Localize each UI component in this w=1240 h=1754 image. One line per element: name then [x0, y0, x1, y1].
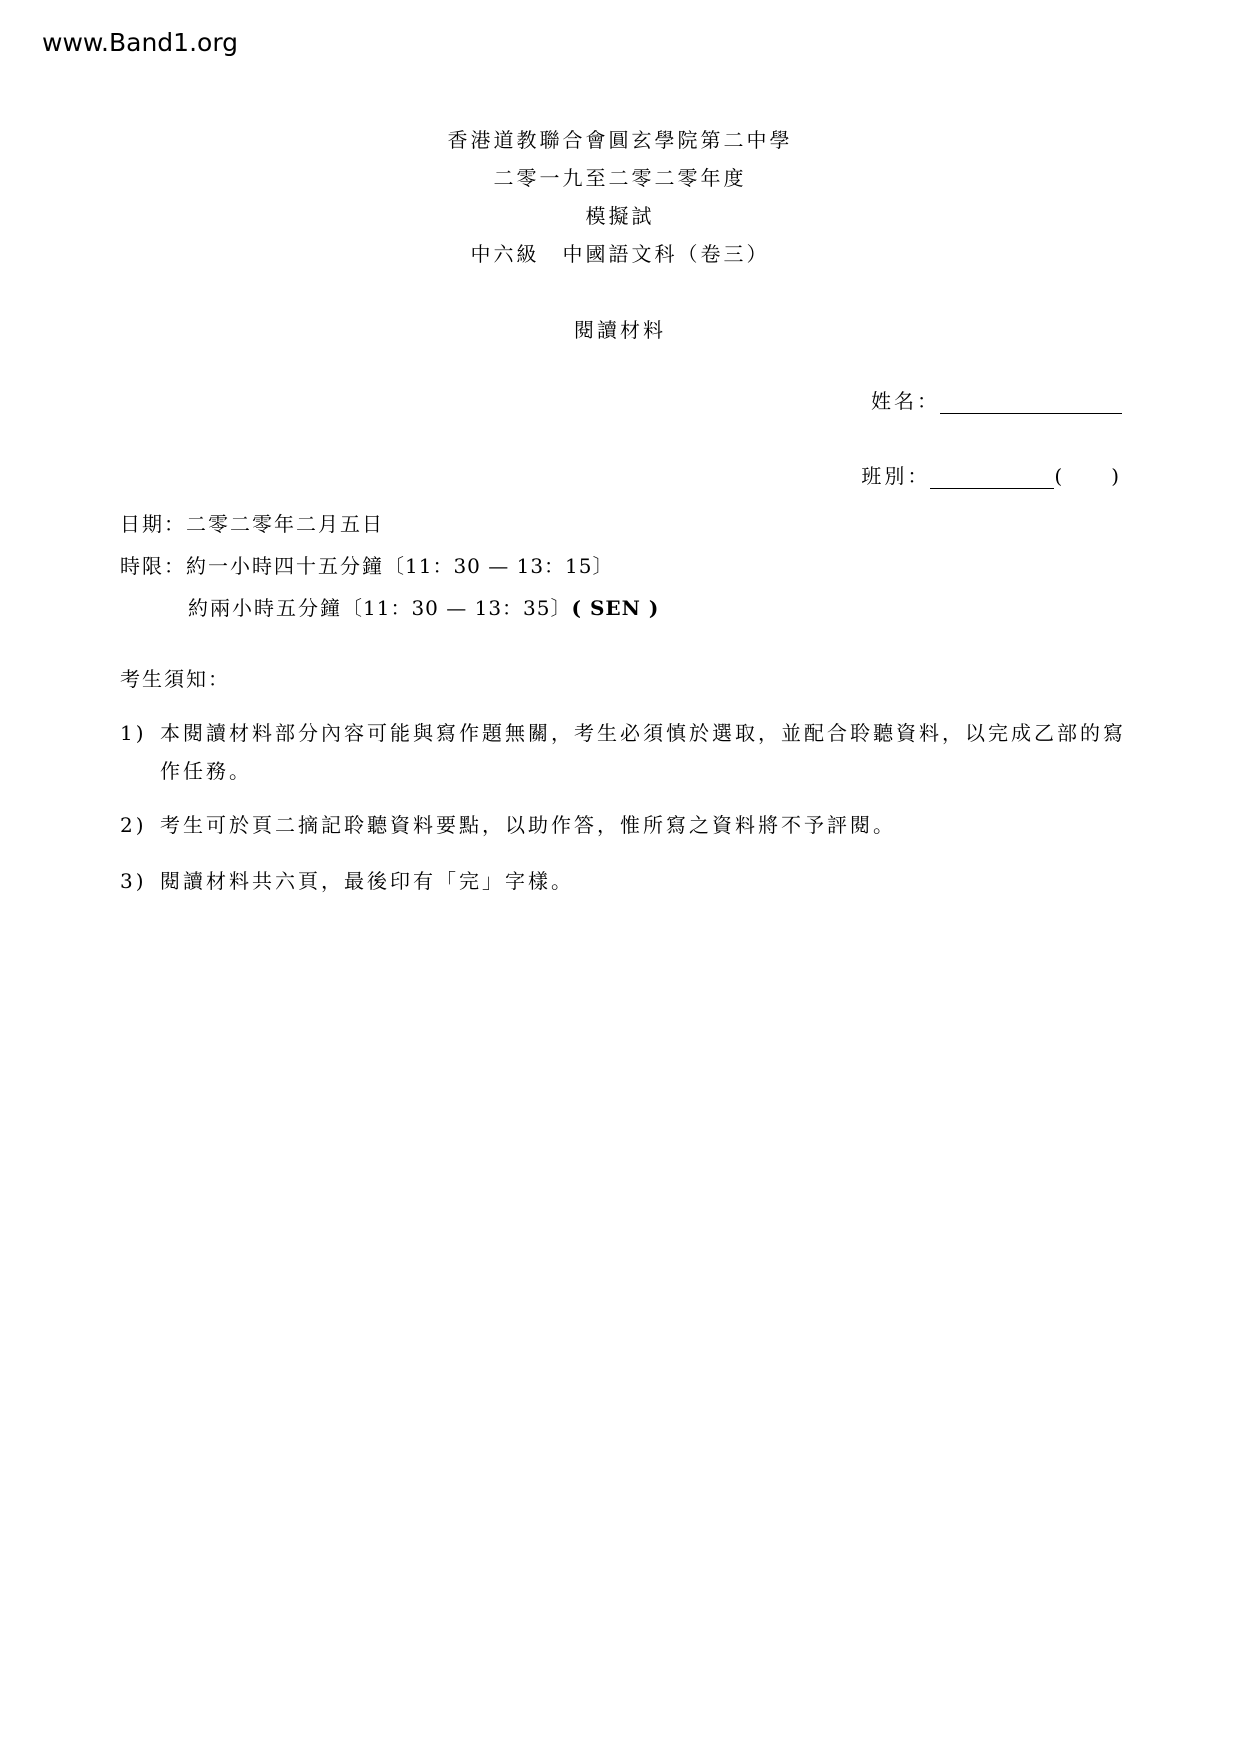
- time-label: 時限：: [120, 554, 186, 578]
- class-blank[interactable]: [930, 468, 1054, 489]
- name-blank[interactable]: [940, 393, 1122, 414]
- instruction-number: 3): [120, 869, 147, 893]
- instruction-number: 2): [120, 813, 147, 837]
- sen-tag: ( SEN ): [571, 596, 660, 620]
- exam-date: 日期：二零二零年二月五日: [120, 512, 384, 536]
- exam-type: 模擬試: [585, 204, 655, 228]
- class-label: 班別：: [861, 464, 931, 488]
- material-title: 閱讀材料: [574, 318, 666, 342]
- instructions-title: 考生須知：: [120, 667, 230, 691]
- class-field[interactable]: [861, 460, 1122, 489]
- time-limit-regular: [120, 550, 614, 579]
- instruction-text: 考生可於頁二摘記聆聽資料要點，以助作答，惟所寫之資料將不予評閱。: [160, 813, 896, 837]
- time2-range: 〔11：30 — 13：35〕: [342, 596, 572, 620]
- time1-duration: 約一小時四十五分鐘: [186, 554, 384, 578]
- school-year: 二零一九至二零二零年度: [493, 166, 747, 190]
- time-limit-sen: [188, 592, 659, 621]
- time1-range: 〔11：30 — 13：15〕: [384, 554, 614, 578]
- instruction-number: 1): [120, 721, 147, 745]
- instruction-item: [120, 714, 1130, 790]
- class-number-paren: ( ): [1054, 464, 1122, 488]
- subject-title: 中六級 中國語文科（卷三）: [470, 242, 770, 266]
- instruction-item: [120, 862, 1130, 900]
- instruction-text: 閱讀材料共六頁，最後印有「完」字樣。: [160, 869, 574, 893]
- time2-duration: 約兩小時五分鐘: [188, 596, 342, 620]
- instruction-text: 本閱讀材料部分內容可能與寫作題無關，考生必須慎於選取，並配合聆聽資料，以完成乙部的寫作任務。: [160, 721, 1126, 783]
- name-field[interactable]: [871, 385, 1122, 414]
- instruction-item: [120, 806, 1130, 844]
- school-name: 香港道教聯合會圓玄學院第二中學: [447, 128, 793, 152]
- watermark-url: www.Band1.org: [42, 28, 239, 57]
- name-label: 姓名：: [871, 389, 940, 413]
